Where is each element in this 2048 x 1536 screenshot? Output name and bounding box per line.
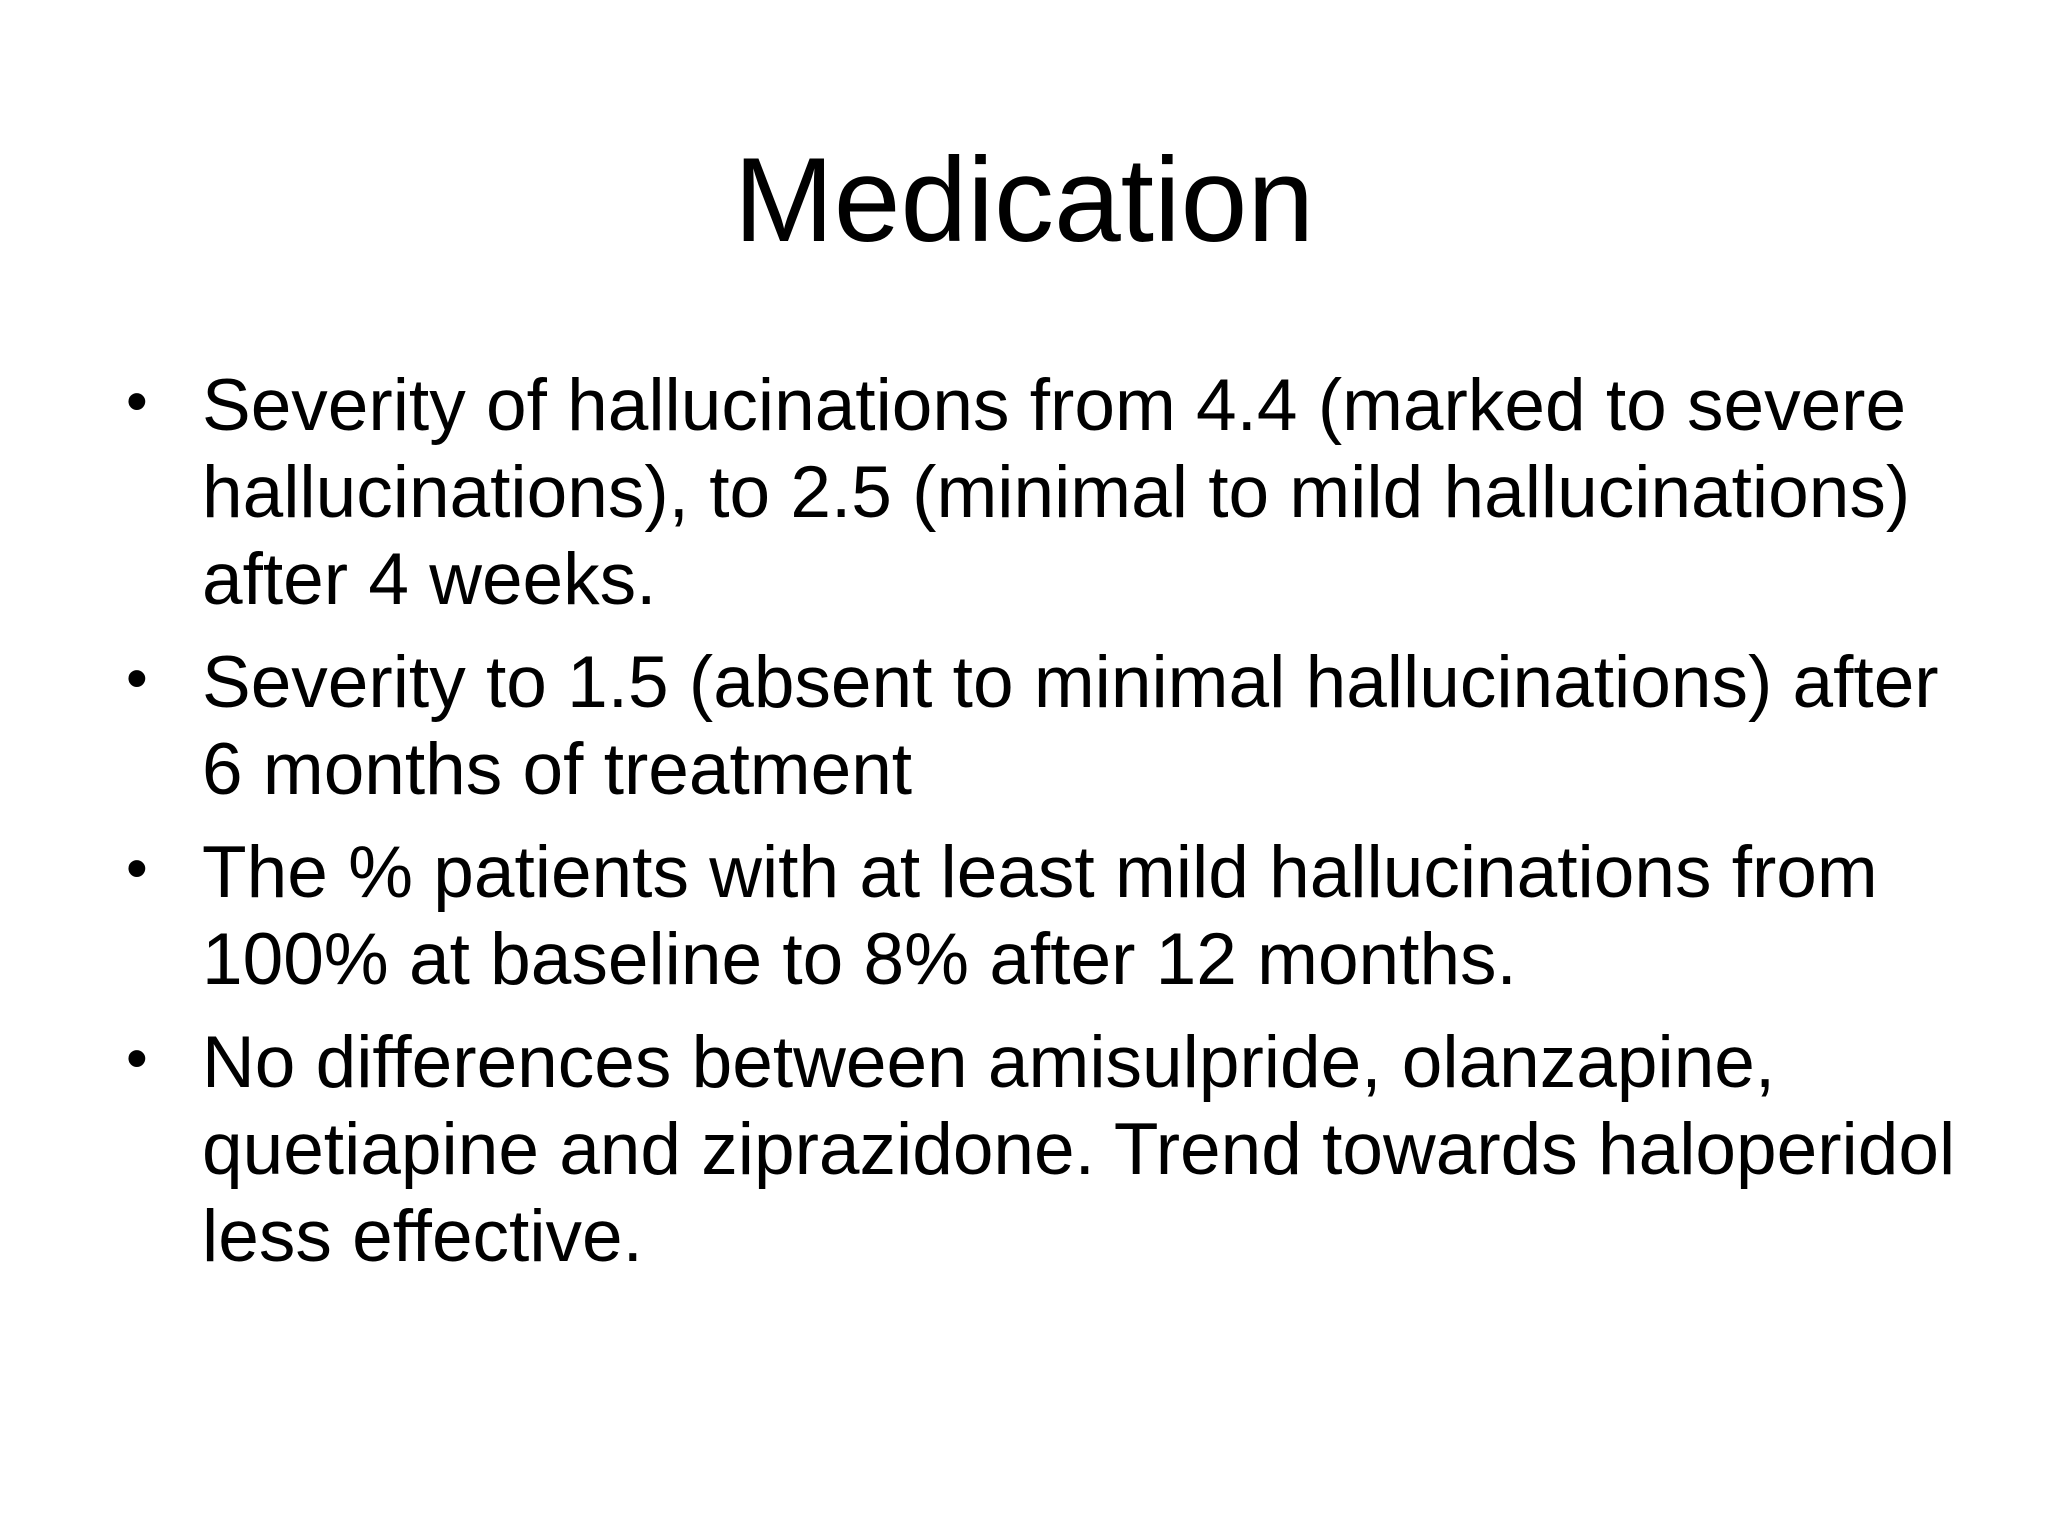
bullet-text: No differences between amisulpride, olanzapine, quetiapine and ziprazidone. Trend towards haloperidol less effective. (202, 1022, 1956, 1277)
bullet-icon: • (126, 834, 148, 903)
bullet-icon: • (126, 367, 148, 436)
bullet-item (120, 1019, 1960, 1280)
slide-title: Medication (733, 133, 1315, 267)
bullet-icon: • (126, 1024, 148, 1093)
bullet-text: Severity of hallucinations from 4.4 (marked to severe hallucinations), to 2.5 (minimal to mild hallucinations) after 4 weeks. (202, 365, 1911, 620)
bullet-list (120, 362, 1960, 1296)
bullet-text: Severity to 1.5 (absent to minimal hallucinations) after 6 months of treatment (202, 642, 1939, 810)
bullet-icon: • (126, 644, 148, 713)
bullet-item (120, 829, 1960, 1003)
bullet-item (120, 362, 1960, 623)
bullet-text: The % patients with at least mild hallucinations from 100% at baseline to 8% after 12 months. (202, 832, 1878, 1000)
bullet-item (120, 639, 1960, 813)
